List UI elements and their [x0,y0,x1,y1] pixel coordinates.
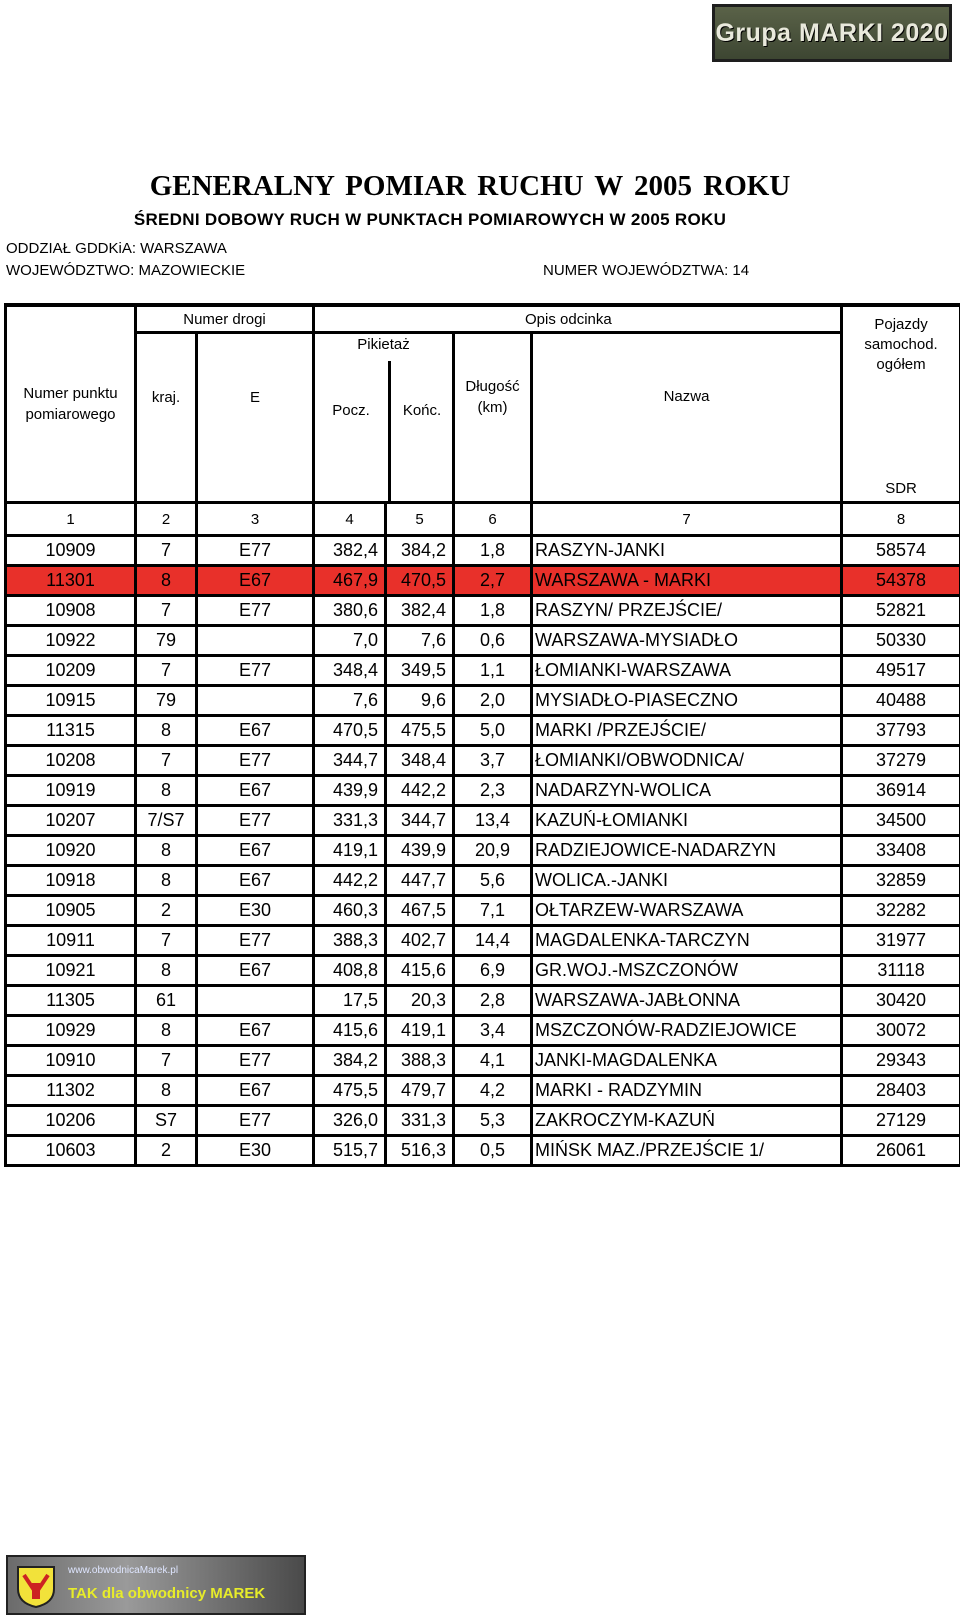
cell-sdr: 27129 [842,1106,960,1136]
header-numer-punktu: Numer punktu pomiarowego [6,305,136,503]
cell-length: 5,6 [454,866,532,896]
cell-start: 439,9 [314,776,386,806]
cell-point: 10929 [6,1016,136,1046]
cell-road: 7 [136,746,197,776]
cell-sdr: 26061 [842,1136,960,1166]
header-numer-drogi: Numer drogi [136,305,314,333]
cell-end: 349,5 [386,656,454,686]
cell-length: 0,6 [454,626,532,656]
traffic-table-body [6,536,960,1166]
cell-name: WARSZAWA-JABŁONNA [532,986,842,1016]
cell-e-road [197,686,314,716]
cell-end: 475,5 [386,716,454,746]
cell-point: 10909 [6,536,136,566]
cell-start: 408,8 [314,956,386,986]
cell-end: 382,4 [386,596,454,626]
cell-length: 4,2 [454,1076,532,1106]
pikietaz-block [315,334,452,501]
cell-sdr: 31118 [842,956,960,986]
table-row [6,626,960,656]
cell-name: GR.WOJ.-MSZCZONÓW [532,956,842,986]
cell-road: 7 [136,926,197,956]
colnum-8: 8 [842,503,960,536]
cell-road: 7 [136,536,197,566]
header-sdr: SDR [842,475,960,503]
cell-e-road: E67 [197,956,314,986]
cell-start: 415,6 [314,1016,386,1046]
cell-point: 10920 [6,836,136,866]
cell-start: 467,9 [314,566,386,596]
cell-point: 11301 [6,566,136,596]
header-nazwa: Nazwa [532,333,842,503]
colnum-4: 4 [314,503,386,536]
header-pojazdy: Pojazdy samochod. ogółem [842,305,960,475]
header-dlugosc: Długość (km) [454,333,532,503]
cell-point: 10911 [6,926,136,956]
cell-sdr: 30420 [842,986,960,1016]
cell-start: 348,4 [314,656,386,686]
cell-end: 419,1 [386,1016,454,1046]
cell-point: 10603 [6,1136,136,1166]
header-konc: Końc. [402,402,442,419]
traffic-table [4,303,960,1167]
cell-end: 439,9 [386,836,454,866]
cell-sdr: 28403 [842,1076,960,1106]
cell-road: 79 [136,626,197,656]
cell-end: 447,7 [386,866,454,896]
table-row [6,1136,960,1166]
cell-sdr: 52821 [842,596,960,626]
table-row [6,1106,960,1136]
cell-length: 2,8 [454,986,532,1016]
cell-name: OŁTARZEW-WARSZAWA [532,896,842,926]
cell-start: 7,6 [314,686,386,716]
cell-point: 11302 [6,1076,136,1106]
cell-sdr: 36914 [842,776,960,806]
table-row [6,986,960,1016]
cell-end: 516,3 [386,1136,454,1166]
cell-start: 419,1 [314,836,386,866]
banner-slogan: TAK dla obwodnicy MAREK [68,1585,266,1602]
banner-url: www.obwodnicaMarek.pl [68,1565,179,1576]
cell-e-road: E77 [197,536,314,566]
cell-length: 1,1 [454,656,532,686]
header-pikietaz: Pikietaż [357,336,410,353]
cell-e-road: E77 [197,1106,314,1136]
colnum-3: 3 [197,503,314,536]
cell-name: RASZYN-JANKI [532,536,842,566]
cell-start: 7,0 [314,626,386,656]
cell-road: S7 [136,1106,197,1136]
cell-sdr: 40488 [842,686,960,716]
header-e: E [197,333,314,503]
table-row [6,686,960,716]
cell-name: MARKI - RADZYMIN [532,1076,842,1106]
cell-e-road: E67 [197,776,314,806]
cell-name: JANKI-MAGDALENKA [532,1046,842,1076]
cell-end: 442,2 [386,776,454,806]
cell-length: 0,5 [454,1136,532,1166]
cell-point: 10910 [6,1046,136,1076]
cell-road: 8 [136,1076,197,1106]
cell-road: 7/S7 [136,806,197,836]
cell-sdr: 29343 [842,1046,960,1076]
bottom-banner [6,1555,306,1615]
cell-length: 1,8 [454,536,532,566]
cell-sdr: 34500 [842,806,960,836]
cell-name: WARSZAWA - MARKI [532,566,842,596]
cell-length: 7,1 [454,896,532,926]
cell-end: 470,5 [386,566,454,596]
cell-name: WOLICA.-JANKI [532,866,842,896]
cell-sdr: 32282 [842,896,960,926]
table-row [6,1016,960,1046]
table-row [6,746,960,776]
cell-e-road: E67 [197,866,314,896]
cell-point: 10209 [6,656,136,686]
cell-e-road: E77 [197,596,314,626]
pikietaz-divider [388,361,391,501]
cell-point: 10919 [6,776,136,806]
header-pikietaz-group [314,333,454,503]
cell-sdr: 32859 [842,866,960,896]
cell-road: 7 [136,1046,197,1076]
cell-start: 331,3 [314,806,386,836]
table-row [6,926,960,956]
table-row [6,716,960,746]
cell-point: 11315 [6,716,136,746]
cell-name: NADARZYN-WOLICA [532,776,842,806]
group-logo-text: Grupa MARKI 2020 [715,18,949,47]
cell-name: ŁOMIANKI/OBWODNICA/ [532,746,842,776]
cell-end: 20,3 [386,986,454,1016]
cell-length: 2,7 [454,566,532,596]
cell-length: 5,3 [454,1106,532,1136]
cell-e-road: E67 [197,836,314,866]
cell-road: 8 [136,566,197,596]
table-row [6,956,960,986]
cell-point: 10922 [6,626,136,656]
cell-start: 344,7 [314,746,386,776]
cell-length: 5,0 [454,716,532,746]
cell-length: 3,7 [454,746,532,776]
cell-name: KAZUŃ-ŁOMIANKI [532,806,842,836]
cell-road: 7 [136,596,197,626]
cell-road: 8 [136,956,197,986]
cell-start: 475,5 [314,1076,386,1106]
cell-e-road: E67 [197,1076,314,1106]
table-row [6,866,960,896]
cell-start: 384,2 [314,1046,386,1076]
cell-length: 13,4 [454,806,532,836]
cell-sdr: 58574 [842,536,960,566]
wojewodztwo-label: WOJEWÓDZTWO: MAZOWIECKIE [6,262,246,279]
table-row [6,656,960,686]
numer-wojewodztwa-label: NUMER WOJEWÓDZTWA: 14 [543,262,750,279]
table-row [6,566,960,596]
cell-road: 2 [136,896,197,926]
cell-name: RADZIEJOWICE-NADARZYN [532,836,842,866]
cell-end: 348,4 [386,746,454,776]
cell-start: 326,0 [314,1106,386,1136]
cell-point: 10908 [6,596,136,626]
cell-point: 11305 [6,986,136,1016]
cell-end: 344,7 [386,806,454,836]
cell-length: 1,8 [454,596,532,626]
cell-end: 331,3 [386,1106,454,1136]
cell-road: 8 [136,716,197,746]
group-logo [712,4,952,62]
cell-length: 6,9 [454,956,532,986]
cell-point: 10207 [6,806,136,836]
cell-e-road: E30 [197,1136,314,1166]
cell-road: 8 [136,1016,197,1046]
cell-e-road [197,986,314,1016]
cell-point: 10915 [6,686,136,716]
cell-e-road: E77 [197,1046,314,1076]
cell-e-road: E67 [197,716,314,746]
cell-road: 8 [136,836,197,866]
table-row [6,596,960,626]
cell-end: 467,5 [386,896,454,926]
cell-length: 3,4 [454,1016,532,1046]
cell-sdr: 31977 [842,926,960,956]
cell-name: ŁOMIANKI-WARSZAWA [532,656,842,686]
cell-length: 14,4 [454,926,532,956]
cell-road: 79 [136,686,197,716]
colnum-6: 6 [454,503,532,536]
cell-point: 10905 [6,896,136,926]
table-row [6,776,960,806]
page-subtitle: ŚREDNI DOBOWY RUCH W PUNKTACH POMIAROWYCH W 2005 ROKU [133,210,727,229]
cell-e-road: E30 [197,896,314,926]
header-opis-odcinka: Opis odcinka [314,305,842,333]
header-pocz: Pocz. [332,402,370,419]
cell-e-road: E77 [197,746,314,776]
cell-name: WARSZAWA-MYSIADŁO [532,626,842,656]
city-crest-icon [14,1563,58,1609]
cell-e-road [197,626,314,656]
cell-start: 442,2 [314,866,386,896]
cell-end: 415,6 [386,956,454,986]
table-row [6,536,960,566]
cell-start: 388,3 [314,926,386,956]
colnum-1: 1 [6,503,136,536]
cell-name: MSZCZONÓW-RADZIEJOWICE [532,1016,842,1046]
cell-road: 7 [136,656,197,686]
cell-end: 388,3 [386,1046,454,1076]
cell-length: 4,1 [454,1046,532,1076]
cell-name: MIŃSK MAZ./PRZEJŚCIE 1/ [532,1136,842,1166]
cell-name: MARKI /PRZEJŚCIE/ [532,716,842,746]
cell-e-road: E77 [197,656,314,686]
table-row [6,1046,960,1076]
cell-sdr: 33408 [842,836,960,866]
colnum-5: 5 [386,503,454,536]
cell-end: 7,6 [386,626,454,656]
colnum-2: 2 [136,503,197,536]
cell-start: 380,6 [314,596,386,626]
cell-road: 61 [136,986,197,1016]
cell-sdr: 49517 [842,656,960,686]
cell-length: 2,3 [454,776,532,806]
cell-end: 479,7 [386,1076,454,1106]
header-kraj: kraj. [136,333,197,503]
table-row [6,806,960,836]
table-row [6,836,960,866]
cell-sdr: 54378 [842,566,960,596]
cell-end: 384,2 [386,536,454,566]
cell-start: 515,7 [314,1136,386,1166]
cell-sdr: 50330 [842,626,960,656]
cell-length: 2,0 [454,686,532,716]
cell-sdr: 37279 [842,746,960,776]
cell-point: 10206 [6,1106,136,1136]
table-row [6,1076,960,1106]
cell-name: MAGDALENKA-TARCZYN [532,926,842,956]
cell-e-road: E77 [197,926,314,956]
cell-point: 10921 [6,956,136,986]
cell-end: 9,6 [386,686,454,716]
cell-road: 8 [136,776,197,806]
cell-end: 402,7 [386,926,454,956]
cell-e-road: E67 [197,566,314,596]
cell-length: 20,9 [454,836,532,866]
cell-name: MYSIADŁO-PIASECZNO [532,686,842,716]
colnum-7: 7 [532,503,842,536]
cell-point: 10918 [6,866,136,896]
cell-road: 8 [136,866,197,896]
cell-e-road: E77 [197,806,314,836]
cell-start: 382,4 [314,536,386,566]
cell-e-road: E67 [197,1016,314,1046]
cell-sdr: 30072 [842,1016,960,1046]
oddzial-label: ODDZIAŁ GDDKiA: WARSZAWA [6,240,227,257]
page-title: GENERALNY POMIAR RUCHU W 2005 ROKU [149,170,791,202]
cell-point: 10208 [6,746,136,776]
cell-name: ZAKROCZYM-KAZUŃ [532,1106,842,1136]
cell-start: 460,3 [314,896,386,926]
cell-start: 470,5 [314,716,386,746]
cell-name: RASZYN/ PRZEJŚCIE/ [532,596,842,626]
cell-start: 17,5 [314,986,386,1016]
cell-sdr: 37793 [842,716,960,746]
table-row [6,896,960,926]
cell-road: 2 [136,1136,197,1166]
